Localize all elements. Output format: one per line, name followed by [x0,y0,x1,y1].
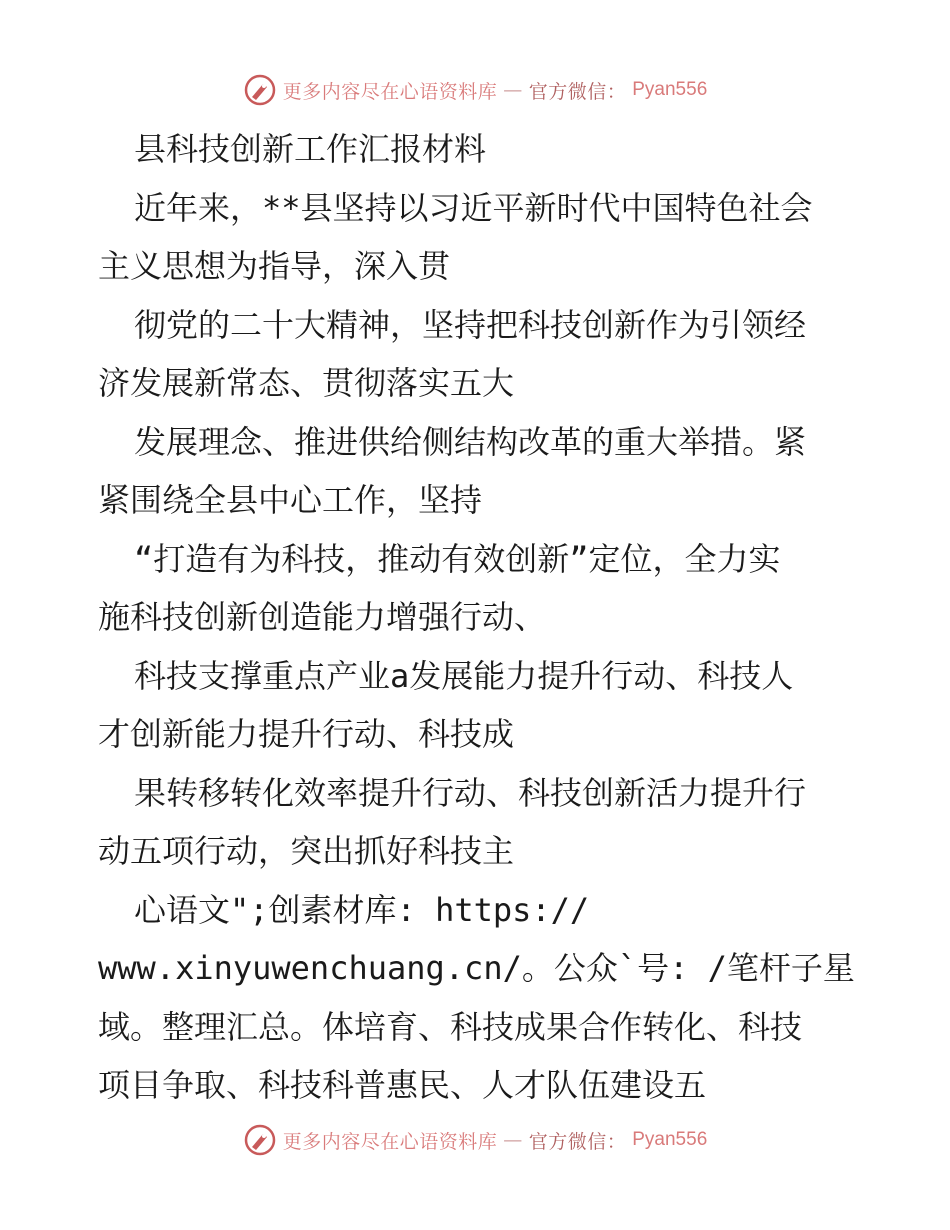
text-line: 主义思想为指导，深入贯 [98,247,451,285]
banner-wechat-id: Pyan556 [632,79,708,100]
banner-title: 更多内容尽在心语资料库 [282,80,498,103]
text-line: 动五项行动，突出抓好科技主 [98,832,515,870]
banner-wechat-label: 官方微信： [528,80,627,103]
text-line: 项目争取、科技科普惠民、人才队伍建设五 [98,1066,707,1104]
text-line: 济发展新常态、贯彻落实五大 [98,364,515,402]
document-body [98,120,858,1115]
pen-nib-logo-icon [243,73,277,107]
text-line: 发展理念、推进供给侧结构改革的重大举措。紧 [134,422,807,461]
banner-dash: — [503,1129,523,1151]
banner-title: 更多内容尽在心语资料库 [282,1130,498,1153]
text-line: 紧围绕全县中心工作，坚持 [98,481,483,519]
text-line: 彻党的二十大精神，坚持把科技创新作为引领经 [134,305,807,344]
banner-dash: — [503,79,523,101]
banner-wechat-id: Pyan556 [632,1129,708,1150]
text-line: 心语文";创素材库: https:// [134,890,590,929]
text-line: www.xinyuwenchuang.cn/。公众`号: /笔杆子星 [98,949,855,987]
text-line: 科技支撑重点产业a发展能力提升行动、科技人 [134,656,794,695]
text-line: 才创新能力提升行动、科技成 [98,715,515,753]
text-line: “打造有为科技，推动有效创新”定位，全力实 [134,539,781,578]
document-title: 县科技创新工作汇报材料 [134,130,487,168]
header-banner [0,70,950,110]
text-line: 果转移转化效率提升行动、科技创新活力提升行 [134,773,807,812]
text-line: 施科技创新创造能力增强行动、 [98,598,547,636]
banner-wechat-label: 官方微信： [528,1130,627,1153]
text-line: 近年来，**县坚持以习近平新时代中国特色社会 [134,188,813,227]
footer-banner [0,1120,950,1160]
text-line: 域。整理汇总。体培育、科技成果合作转化、科技 [98,1007,803,1046]
pen-nib-logo-icon [243,1123,277,1157]
